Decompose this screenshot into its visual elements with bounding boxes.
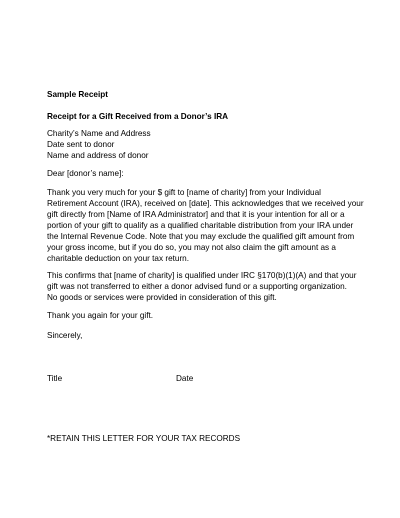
paragraph1-line: Retirement Account (IRA), received on [date]. This acknowledges that we received your xyxy=(47,199,364,208)
paragraph2-line: This confirms that [name of charity] is qualified under IRC §170(b)(1)(A) and that your xyxy=(47,271,357,280)
paragraph1-line: your gross income, but if you do so, you may not also claim the gift amount as a xyxy=(47,243,336,252)
paragraph2-line: No goods or services were provided in consideration of this gift. xyxy=(47,293,277,302)
document-subtitle: Receipt for a Gift Received from a Donor’s IRA xyxy=(47,112,229,121)
paragraph1-line: gift directly from [Name of IRA Administrator] and that it is your intention for all or a xyxy=(47,210,345,219)
paragraph2-line: gift was not transferred to either a donor advised fund or a supporting organization. xyxy=(47,282,347,291)
footer-note: *RETAIN THIS LETTER FOR YOUR TAX RECORDS xyxy=(47,434,241,443)
salutation: Dear [donor’s name]: xyxy=(47,169,124,178)
signature-title-label: Title xyxy=(47,374,63,383)
date-sent-line: Date sent to donor xyxy=(47,140,115,149)
document-title: Sample Receipt xyxy=(47,90,108,99)
thank-you-line: Thank you again for your gift. xyxy=(47,311,154,320)
charity-name-address: Charity’s Name and Address xyxy=(47,129,151,138)
paragraph1-line: portion of your gift to qualify as a qualified charitable distribution from your IRA under xyxy=(47,221,354,230)
signature-date-label: Date xyxy=(176,374,194,383)
paragraph1-line: the Internal Revenue Code. Note that you may exclude the qualified gift amount from xyxy=(47,232,355,241)
paragraph1-line: Thank you very much for your $ gift to [name of charity] from your Individual xyxy=(47,188,321,197)
donor-name-address: Name and address of donor xyxy=(47,151,149,160)
closing: Sincerely, xyxy=(47,331,83,340)
paragraph1-line: charitable deduction on your tax return. xyxy=(47,254,190,263)
